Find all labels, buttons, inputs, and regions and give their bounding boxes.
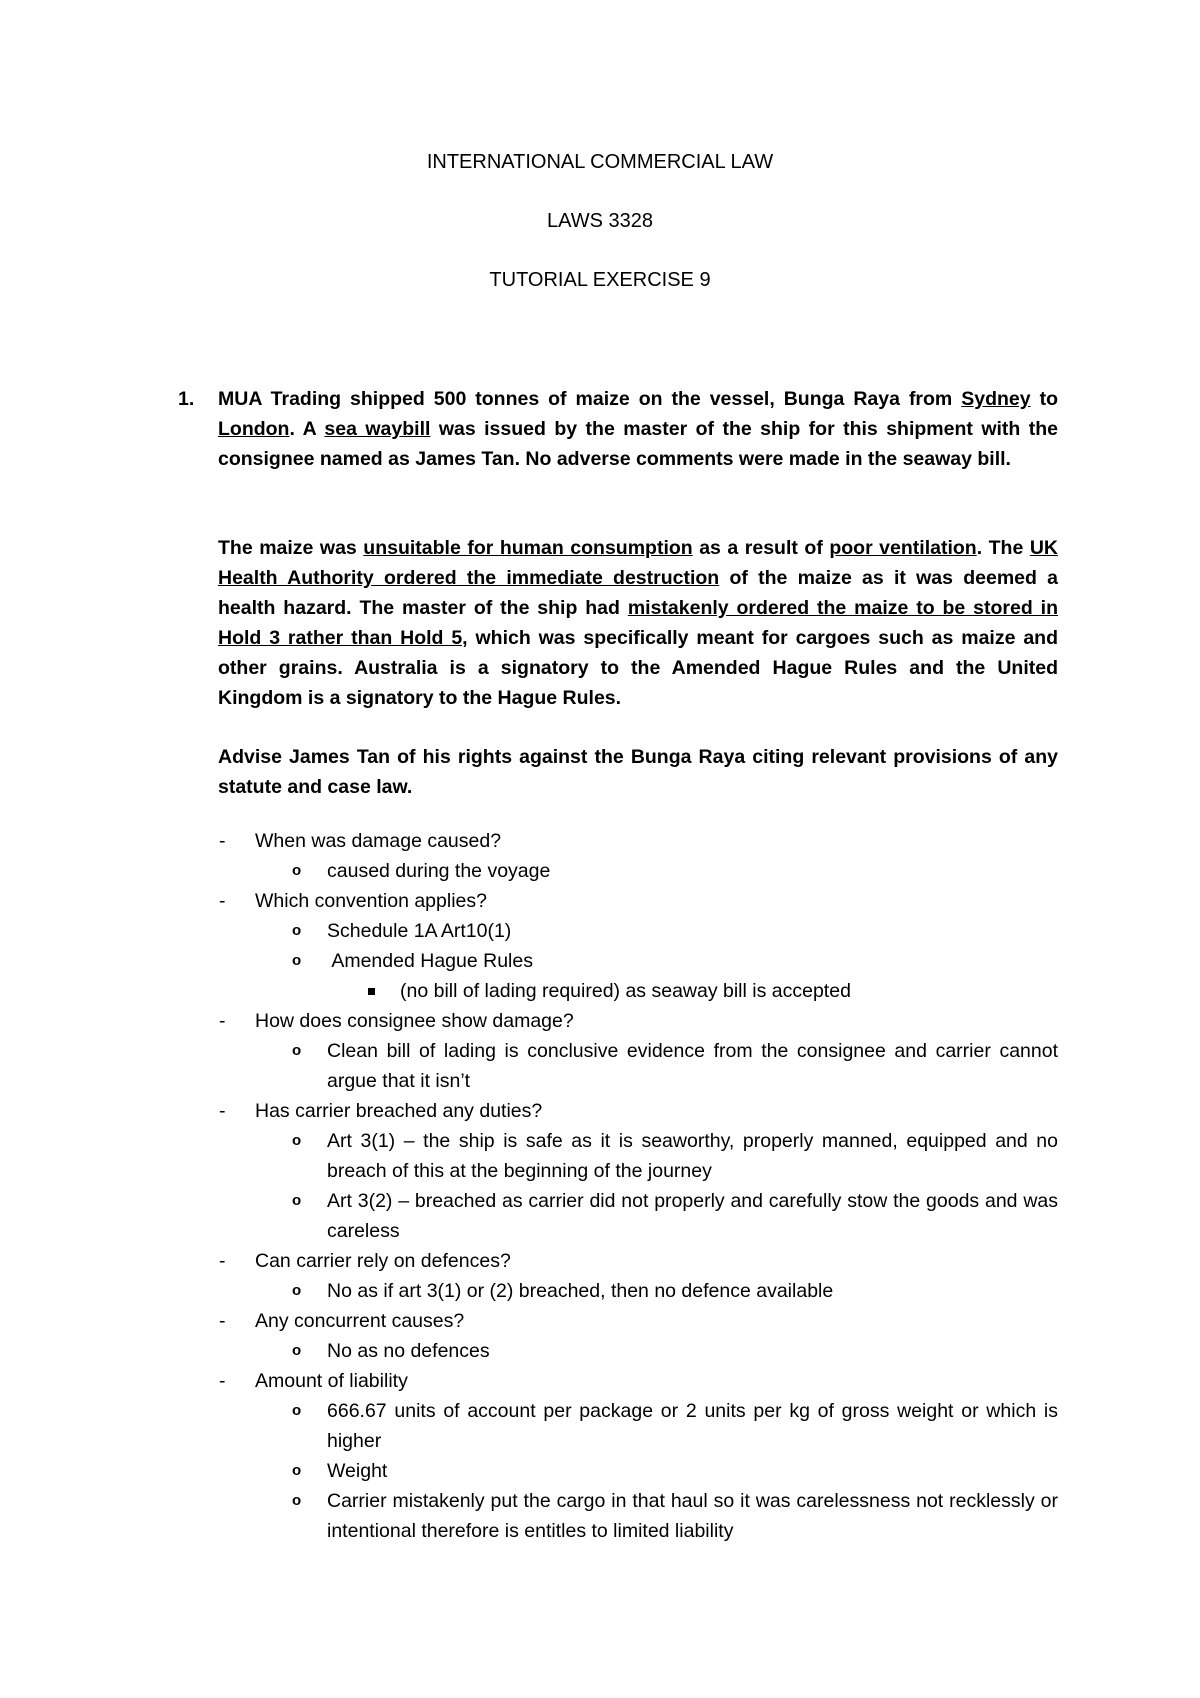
list-item-text: Carrier mistakenly put the cargo in that haul so it was carelessness not recklessly or intentional therefore is entitles to limited liability (327, 1490, 1058, 1542)
list-item (0, 1036, 1200, 1096)
dash-bullet: - (219, 1010, 226, 1032)
list-item (0, 1126, 1200, 1186)
circle-bullet-icon: o (292, 1402, 302, 1419)
list-item-text: Schedule 1A Art10(1) (327, 920, 512, 942)
text-run: The maize was (218, 537, 364, 559)
dash-bullet: - (219, 1310, 226, 1332)
answer-notes (0, 826, 1200, 1546)
list-item-text: How does consignee show damage? (255, 1010, 574, 1032)
exercise-title: TUTORIAL EXERCISE 9 (489, 269, 711, 291)
list-item-text: No as if art 3(1) or (2) breached, then no defence available (327, 1280, 834, 1302)
circle-bullet-icon: o (292, 1282, 302, 1299)
list-item-text: 666.67 units of account per package or 2 units per kg of gross weight or which is higher (327, 1400, 1058, 1452)
question-paragraph-3: Advise James Tan of his rights against the Bunga Raya citing relevant provisions of any statute and case law. (218, 746, 1058, 798)
course-code: LAWS 3328 (547, 210, 653, 232)
list-item-text: No as no defences (327, 1340, 490, 1362)
list-item-text: caused during the voyage (327, 860, 551, 882)
question-paragraph-1 (218, 384, 1058, 474)
list-item (0, 1186, 1200, 1246)
square-bullet-icon (368, 988, 375, 995)
circle-bullet-icon: o (292, 952, 302, 969)
circle-bullet-icon: o (292, 1342, 302, 1359)
list-item (0, 856, 1200, 886)
text-run: MUA Trading shipped 500 tonnes of maize on the vessel, Bunga Raya from (218, 388, 962, 410)
underlined-text: London (218, 418, 290, 440)
list-item-text: (no bill of lading required) as seaway bill is accepted (400, 980, 851, 1002)
underlined-text: mistakenly ordered the maize to be stored in Hold 3 rather than Hold 5, (218, 597, 1058, 649)
list-item (0, 1396, 1200, 1456)
question-paragraph-2 (218, 533, 1058, 713)
text-run: . The (976, 537, 1030, 559)
list-item-text: Art 3(1) – the ship is safe as it is seaworthy, properly manned, equipped and no breach of this at the beginning of the journey (327, 1130, 1058, 1182)
list-item (0, 916, 1200, 946)
list-item (0, 1246, 1200, 1276)
list-item-text: Amended Hague Rules (327, 950, 533, 972)
text-run: to (1030, 388, 1058, 410)
list-item (0, 1276, 1200, 1306)
list-item (0, 1486, 1200, 1546)
circle-bullet-icon: o (292, 922, 302, 939)
list-item-text: Has carrier breached any duties? (255, 1100, 543, 1122)
list-item-text: Art 3(2) – breached as carrier did not properly and carefully stow the goods and was careless (327, 1190, 1058, 1242)
text-run: which was specifically meant for cargoes such as maize and other grains. Australia is a signatory to the Amended Hague Rules and the United Kingdom is a signatory to the Hague Rules. (218, 627, 1058, 709)
list-item (0, 826, 1200, 856)
course-title: INTERNATIONAL COMMERCIAL LAW (426, 151, 774, 173)
dash-bullet: - (219, 1370, 226, 1392)
list-item (0, 1336, 1200, 1366)
dash-bullet: - (219, 890, 226, 912)
list-item-text: Weight (327, 1460, 388, 1482)
text-run: was issued by the master of the ship for this shipment with the consignee named as James Tan. No adverse comments were made in the seaway bill. (218, 418, 1059, 470)
circle-bullet-icon: o (292, 1132, 302, 1149)
circle-bullet-icon: o (292, 1492, 302, 1509)
underlined-text: UK Health Authority ordered the immediate destruction (218, 537, 1059, 589)
list-item (0, 1096, 1200, 1126)
list-item (0, 1006, 1200, 1036)
list-item-text: Which convention applies? (255, 890, 487, 912)
list-item (0, 976, 1200, 1006)
list-item-text: Amount of liability (255, 1370, 408, 1392)
underlined-text: unsuitable for human consumption (363, 537, 693, 559)
text-run: as a result of (692, 537, 830, 559)
underlined-text: sea waybill (324, 418, 431, 440)
list-item (0, 1306, 1200, 1336)
underlined-text: Sydney (961, 388, 1031, 410)
dash-bullet: - (219, 1100, 226, 1122)
list-item (0, 886, 1200, 916)
text-run: of the maize as it was deemed a health hazard. The master of the ship had (218, 567, 1058, 619)
list-item-text: Any concurrent causes? (255, 1310, 465, 1332)
text-run: . A (289, 418, 325, 440)
dash-bullet: - (219, 1250, 226, 1272)
list-item (0, 1456, 1200, 1486)
list-item-text: Clean bill of lading is conclusive evidence from the consignee and carrier cannot argue that it isn’t (327, 1040, 1058, 1092)
list-item-text: Can carrier rely on defences? (255, 1250, 511, 1272)
list-item (0, 946, 1200, 976)
dash-bullet: - (219, 830, 226, 852)
underlined-text: poor ventilation (829, 537, 977, 559)
circle-bullet-icon: o (292, 1462, 302, 1479)
circle-bullet-icon: o (292, 1042, 302, 1059)
list-item (0, 1366, 1200, 1396)
list-item-text: When was damage caused? (255, 830, 502, 852)
circle-bullet-icon: o (292, 1192, 302, 1209)
circle-bullet-icon: o (292, 862, 302, 879)
question-number: 1. (178, 388, 195, 410)
